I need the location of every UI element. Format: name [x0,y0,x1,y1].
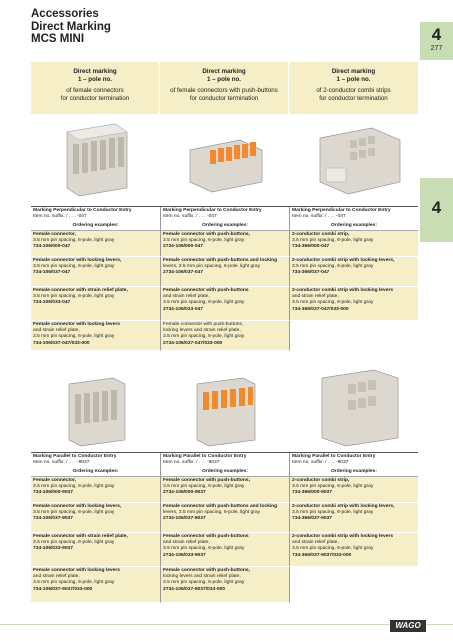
table-row: Female connector with strain relief plate, 3.5 mm pin spacing, 6-pole, light gray 734-106/033-9037 Female connector with push-buttons and strain relief plate, 3.5 mm pin spacing, 6-pole, light gray 2734-106/033-9037 2-conductor combi strip with locking levers and strain relief plate, 3.5 mm pin spacing, 6-pole, light gray 734-366/037-9037/033-000 [31,533,418,567]
table-row: Female connector with locking levers, 3.5 mm pin spacing, 6-pole, light gray 734-106/037-047 Female connector with push-buttons and locking levers, 3.5 mm pin spacing, 6-pole, light gray 2734-106/037-047 2-conductor combi strip with locking levers, 3.5 mm pin spacing, 6-pole, light gray 734-366/037-047 [31,257,418,287]
connector-pushbutton-parallel-image [185,372,265,452]
wago-logo: WAGO [390,620,426,632]
combi-strip-parallel-image [312,364,407,452]
table-row: Female connector, 3.5 mm pin spacing, 6-pole, light gray 734-106/000-047 Female connector with push-buttons, 3.5 mm pin spacing, 6-pole, light gray 2734-106/000-047 2-conductor combi strip, 3.5 mm pin spacing, 6-pole, light gray 734-366/000-047 [31,231,418,257]
combi-strip-image [312,118,407,203]
footer-rule [0,624,453,625]
table-row: Female connector with locking levers, 3.5 mm pin spacing, 6-pole, light gray 734-106/037-9037 Female connector with push-buttons and locking levers, 3.5 mm pin spacing, 6-pole, light gray 2734-106/037-9037 2-conductor combi strip with locking levers, 3.5 mm pin spacing, 6-pole, light gray 734-366/037-9037 [31,503,418,533]
table-row: Female connector, 3.5 mm pin spacing, 6-pole, light gray 734-106/000-9037 Female connector with push-buttons, 3.5 mm pin spacing, 6-pole, light gray 2734-106/000-9037 2-conductor combi strip, 3.5 mm pin spacing, 6-pole, light gray 734-366/000-9037 [31,477,418,503]
connector-parallel-image [55,372,135,452]
page-title: Accessories Direct Marking MCS MINI [31,8,111,45]
table-header-row: Marking Parallel to Conductor Entry Item no. suffix: / . . . -9037 Marking Parallel to Conductor Entry Item no. suffix: / . . . -9037 Marking Parallel to Conductor Entry Item no. suffix: / . . . -9037 [31,453,418,468]
ordering-row: Ordering examples: Ordering examples: Ordering examples: [31,222,418,231]
connector-image [55,118,135,200]
table-row: Female connector with locking levers and strain relief plate, 3.5 mm pin spacing, 6-pole, light gray 734-106/037-9037/033-000 Female connector with push-buttons, locking levers and strain relief plate, 3.5 mm pin spacing, 6-pole, light gray 2734-106/037-9037/033-000 [31,567,418,603]
table-perpendicular [31,206,418,351]
ordering-row: Ordering examples: Ordering examples: Ordering examples: [31,468,418,477]
table-header-row: Marking Perpendicular to Conductor Entry Item no. suffix: / . . . -047 Marking Perpendicular to Conductor Entry Item no. suffix: / . . . -047 Marking Perpendicular to Conductor Entry Item no. suffix: / . . . -047 [31,207,418,222]
chapter-side-tab: 4 [420,178,453,242]
chapter-tab: 4 277 [420,22,453,60]
table-row: Female connector with strain relief plate, 3.5 mm pin spacing, 6-pole, light gray 734-106/033-047 Female connector with push-buttons and strain relief plate, 3.5 mm pin spacing, 6-pole, light gray 2734-106/033-047 2-conductor combi strip with locking levers and strain relief plate, 3.5 mm pin spacing, 6-pole, light gray 734-366/037-047/033-000 [31,287,418,321]
header-col-2: Direct marking 1 – pole no. of female connectors with push-buttons for conductor termination [160,62,288,114]
connector-pushbutton-image [180,120,270,202]
table-row: Female connector with locking levers and strain relief plate, 3.5 mm pin spacing, 6-pole, light gray 734-106/037-047/033-000 Female connector with push-buttons, locking levers and strain relief plate, 3.5 mm pin spacing, 6-pole, light gray 2734-106/037-047/033-000 [31,321,418,351]
table-parallel [31,452,418,603]
header-col-3: Direct marking 1 – pole no. of 2-conductor combi strips for conductor termination [289,62,418,114]
header-col-1: Direct marking 1 – pole no. of female connectors for conductor termination [31,62,159,114]
